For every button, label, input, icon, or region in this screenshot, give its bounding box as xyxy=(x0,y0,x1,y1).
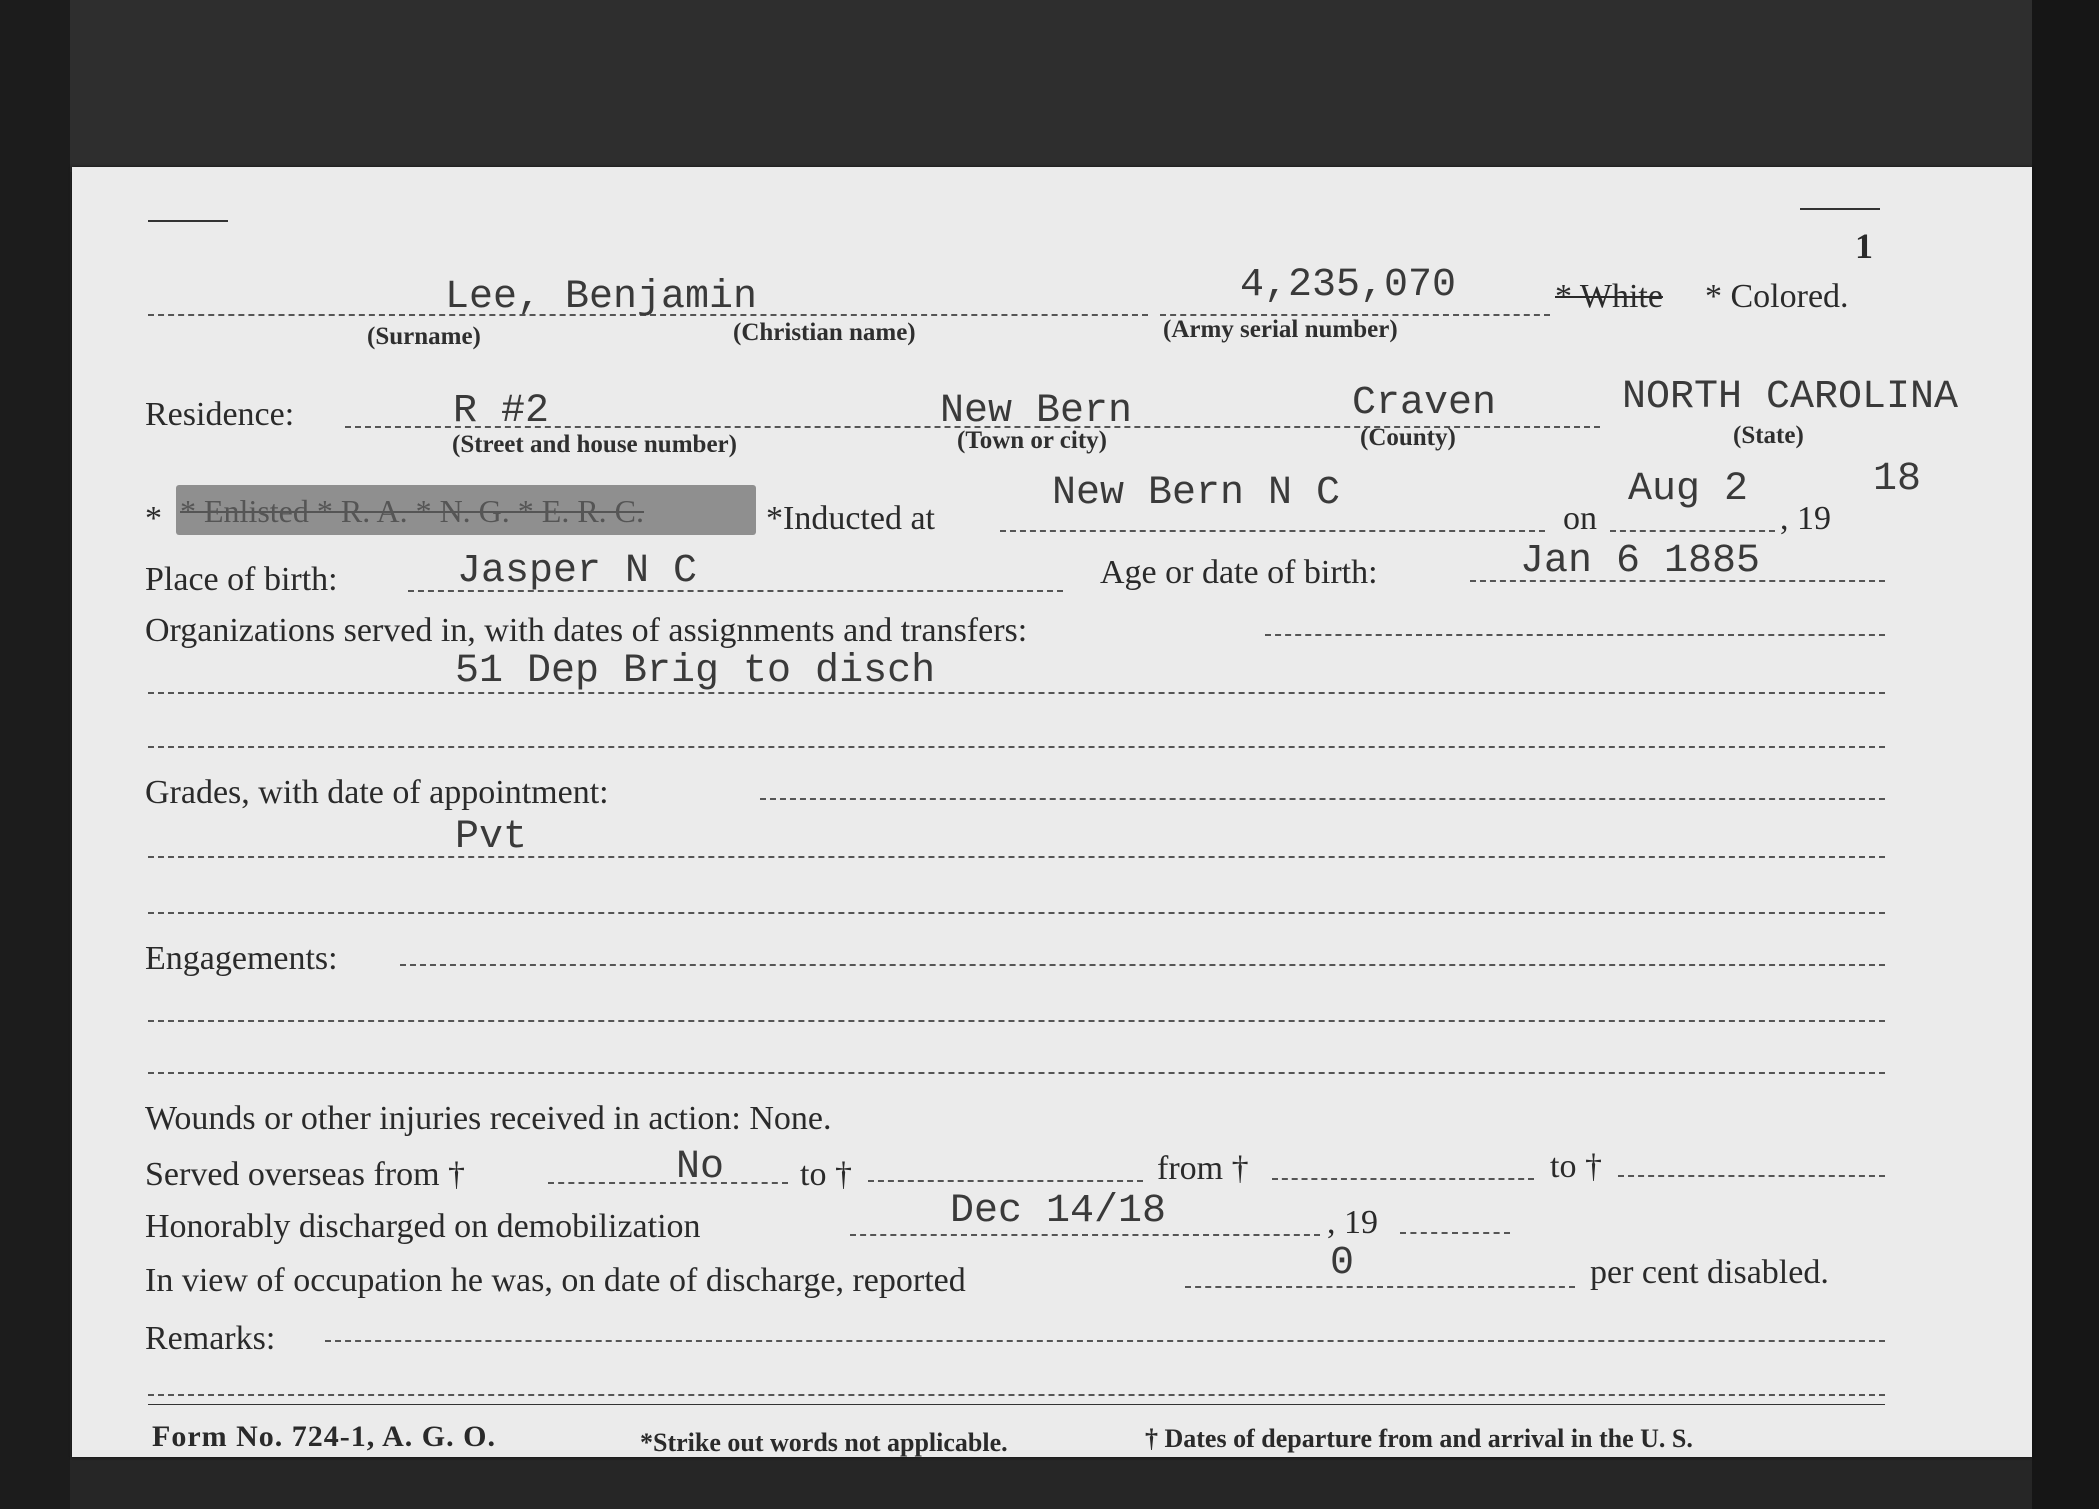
date-of-birth: Jan 6 1885 xyxy=(1520,539,1761,584)
residence-label: Residence: xyxy=(145,396,295,433)
engagements-line-2 xyxy=(148,1020,1885,1022)
grades-line-3 xyxy=(148,912,1885,914)
overseas-label: Served overseas from † xyxy=(145,1156,466,1193)
residence-state: NORTH CAROLINA xyxy=(1622,375,1959,420)
inducted-at: New Bern N C xyxy=(1052,471,1341,516)
overseas-to2-line xyxy=(1618,1175,1885,1177)
label-town: (Town or city) xyxy=(957,427,1107,454)
label-christian-name: (Christian name) xyxy=(733,319,916,346)
engagements-line-1 xyxy=(400,964,1885,966)
remarks-label: Remarks: xyxy=(145,1320,276,1357)
disability-line xyxy=(1185,1286,1575,1288)
induction-year: 18 xyxy=(1873,457,1922,502)
corner-mark-left xyxy=(148,220,228,222)
overseas-from2-label: from † xyxy=(1157,1150,1249,1187)
label-surname: (Surname) xyxy=(367,323,481,350)
residence-county: Craven xyxy=(1352,381,1497,426)
organizations-line-1 xyxy=(1265,634,1885,636)
inducted-line xyxy=(1000,530,1545,532)
induction-date-line xyxy=(1610,530,1775,532)
organizations-label: Organizations served in, with dates of assignments and transfers: xyxy=(145,612,1028,649)
discharge-year-prefix: , 19 xyxy=(1327,1204,1378,1241)
asterisk-mark: * xyxy=(145,500,162,537)
label-serial-number: (Army serial number) xyxy=(1163,316,1398,343)
overseas-to-line xyxy=(868,1180,1143,1182)
army-serial-number: 4,235,070 xyxy=(1240,263,1457,308)
label-state: (State) xyxy=(1733,422,1804,449)
remarks-line-1 xyxy=(325,1340,1885,1342)
organizations-value: 51 Dep Brig to disch xyxy=(455,649,936,694)
grades-label: Grades, with date of appointment: xyxy=(145,774,609,811)
grades-line-2 xyxy=(148,856,1885,858)
discharge-label: Honorably discharged on demobilization xyxy=(145,1208,701,1245)
on-label: on xyxy=(1563,500,1597,537)
age-birth-label: Age or date of birth: xyxy=(1100,554,1378,591)
overseas-value: No xyxy=(676,1145,725,1190)
disability-label: In view of occupation he was, on date of discharge, reported xyxy=(145,1262,966,1299)
residence-street: R #2 xyxy=(453,389,550,434)
corner-mark-right xyxy=(1800,208,1880,210)
engagements-line-3 xyxy=(148,1072,1885,1074)
discharge-line xyxy=(850,1234,1320,1236)
discharge-year-line xyxy=(1400,1232,1510,1234)
grades-value: Pvt xyxy=(455,815,528,860)
label-street: (Street and house number) xyxy=(452,431,737,458)
disability-percent: 0 xyxy=(1330,1241,1355,1286)
wounds-label: Wounds or other injuries received in action: None. xyxy=(145,1100,832,1137)
overseas-from2-line xyxy=(1272,1178,1534,1180)
grades-line-1 xyxy=(760,798,1885,800)
surname-christian-name: Lee, Benjamin xyxy=(445,275,758,320)
residence-town: New Bern xyxy=(940,389,1133,434)
dates-note: † Dates of departure from and arrival in the U. S. xyxy=(1145,1424,1693,1453)
overseas-from-line xyxy=(548,1182,788,1184)
enlisted-options: * Enlisted * R. A. * N. G. * E. R. C. xyxy=(180,493,645,529)
inducted-label: *Inducted at xyxy=(766,500,935,537)
remarks-line-2 xyxy=(148,1394,1885,1396)
form-number: Form No. 724-1, A. G. O. xyxy=(152,1420,496,1453)
enlisted-redaction xyxy=(176,485,756,535)
induction-year-prefix: , 19 xyxy=(1780,500,1831,537)
scanner-background-left xyxy=(0,0,70,1509)
overseas-to-label: to † xyxy=(800,1156,852,1193)
induction-date: Aug 2 xyxy=(1628,467,1749,512)
discharge-date: Dec 14/18 xyxy=(950,1189,1167,1234)
strike-note: *Strike out words not applicable. xyxy=(640,1428,1008,1457)
overseas-to2-label: to † xyxy=(1550,1148,1602,1185)
organizations-line-3 xyxy=(148,746,1885,748)
engagements-label: Engagements: xyxy=(145,940,338,977)
remarks-line-3 xyxy=(148,1404,1885,1405)
race-colored: * Colored. xyxy=(1705,278,1849,315)
place-of-birth-label: Place of birth: xyxy=(145,561,338,598)
disability-suffix: per cent disabled. xyxy=(1590,1254,1829,1291)
place-of-birth: Jasper N C xyxy=(457,549,698,594)
organizations-line-2 xyxy=(148,692,1885,694)
scanner-background-right xyxy=(2032,0,2099,1509)
card-number: 1 xyxy=(1855,226,1873,266)
race-white: * White xyxy=(1555,278,1663,315)
label-county: (County) xyxy=(1360,424,1456,451)
scanner-background-top xyxy=(0,0,2099,172)
